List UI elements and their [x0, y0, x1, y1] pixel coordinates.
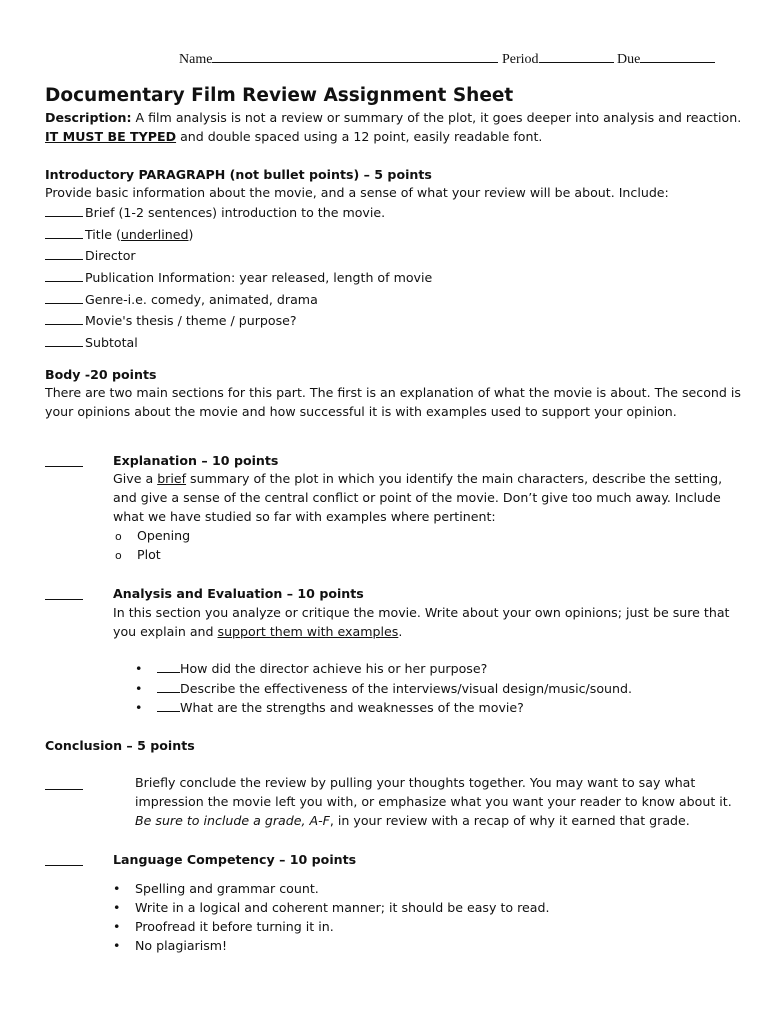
- explanation-line3: what we have studied so far with examples where pertinent:: [113, 509, 496, 524]
- description-line1: [45, 108, 741, 128]
- bullet-icon: •: [113, 938, 121, 953]
- intro-description: Provide basic information about the movie, and a sense of what your review will be about. Include:: [45, 185, 669, 200]
- bullet-icon: •: [135, 661, 143, 676]
- intro-item: Director: [45, 246, 136, 266]
- circle-bullet-icon: o: [115, 549, 122, 562]
- language-heading: Language Competency – 10 points: [113, 852, 357, 867]
- description-label: Description:: [45, 110, 132, 125]
- body-heading: Body -20 points: [45, 367, 157, 382]
- explanation-subitem: o Opening: [115, 526, 190, 547]
- body-description-line1: There are two main sections for this part. The first is an explanation of what the movie is about. The second is: [45, 385, 741, 400]
- intro-item: Subtotal: [45, 333, 138, 353]
- intro-item: Movie's thesis / theme / purpose?: [45, 311, 297, 331]
- score-blank[interactable]: [45, 290, 83, 304]
- analysis-bullet: • Describe the effectiveness of the interviews/visual design/music/sound.: [135, 679, 632, 699]
- analysis-bullet: • What are the strengths and weaknesses of the movie?: [135, 698, 524, 718]
- conclusion-heading: Conclusion – 5 points: [45, 738, 195, 753]
- language-bullet: • Write in a logical and coherent manner; it should be easy to read.: [113, 898, 549, 918]
- analysis-line1: In this section you analyze or critique the movie. Write about your own opinions; just be sure that: [113, 605, 730, 620]
- bullet-icon: •: [113, 900, 121, 915]
- typed-requirement: IT MUST BE TYPED: [45, 129, 177, 144]
- conclusion-line1: Briefly conclude the review by pulling your thoughts together. You may want to say what: [135, 775, 696, 790]
- intro-item: Brief (1-2 sentences) introduction to the movie.: [45, 203, 385, 223]
- score-blank[interactable]: [45, 203, 83, 217]
- language-score-blank[interactable]: [45, 865, 83, 866]
- explanation-subitem: o Plot: [115, 545, 161, 566]
- explanation-line2: and give a sense of the central conflict or point of the movie. Don’t give too much away. Include: [113, 490, 721, 505]
- explanation-score-blank[interactable]: [45, 466, 83, 467]
- analysis-line2: you explain and support them with examples.: [113, 624, 403, 639]
- bullet-icon: •: [113, 919, 121, 934]
- intro-item: Publication Information: year released, length of movie: [45, 268, 432, 288]
- period-blank[interactable]: [539, 48, 614, 63]
- language-bullet: • Proofread it before turning it in.: [113, 917, 334, 937]
- score-blank[interactable]: [45, 268, 83, 282]
- typed-rest: and double spaced using a 12 point, easily readable font.: [176, 129, 543, 144]
- circle-bullet-icon: o: [115, 530, 122, 543]
- page-title: Documentary Film Review Assignment Sheet: [45, 85, 514, 106]
- due-blank[interactable]: [640, 48, 715, 63]
- check-blank[interactable]: [157, 698, 180, 712]
- bullet-icon: •: [135, 700, 143, 715]
- analysis-bullet: • How did the director achieve his or her purpose?: [135, 659, 487, 679]
- analysis-heading: Analysis and Evaluation – 10 points: [113, 586, 364, 601]
- name-blank[interactable]: [212, 48, 498, 63]
- conclusion-score-blank[interactable]: [45, 789, 83, 790]
- language-bullet: • Spelling and grammar count.: [113, 879, 319, 899]
- score-blank[interactable]: [45, 333, 83, 347]
- score-blank[interactable]: [45, 246, 83, 260]
- check-blank[interactable]: [157, 659, 180, 673]
- analysis-score-blank[interactable]: [45, 599, 83, 600]
- description-text: A film analysis is not a review or summary of the plot, it goes deeper into analysis and reaction.: [131, 110, 742, 125]
- intro-item: Genre-i.e. comedy, animated, drama: [45, 290, 318, 310]
- conclusion-line3: Be sure to include a grade, A-F, in your review with a recap of why it earned that grade.: [135, 813, 690, 828]
- score-blank[interactable]: [45, 225, 83, 239]
- check-blank[interactable]: [157, 679, 180, 693]
- language-bullet: • No plagiarism!: [113, 936, 227, 956]
- bullet-icon: •: [113, 881, 121, 896]
- explanation-line1: Give a brief summary of the plot in which you identify the main characters, describe the setting,: [113, 471, 723, 486]
- body-description-line2: your opinions about the movie and how successful it is with examples used to support your opinion.: [45, 404, 677, 419]
- bullet-icon: •: [135, 681, 143, 696]
- name-label: Name: [179, 52, 213, 67]
- intro-heading: Introductory PARAGRAPH (not bullet points) – 5 points: [45, 167, 432, 182]
- name-line: [179, 48, 715, 68]
- intro-item: Title (underlined): [45, 225, 193, 245]
- conclusion-line2: impression the movie left you with, or emphasize what you want your reader to know about it.: [135, 794, 732, 809]
- explanation-heading: Explanation – 10 points: [113, 453, 279, 468]
- period-label: Period: [501, 52, 539, 67]
- due-label: Due: [617, 52, 641, 67]
- score-blank[interactable]: [45, 311, 83, 325]
- description-line2: [45, 127, 542, 147]
